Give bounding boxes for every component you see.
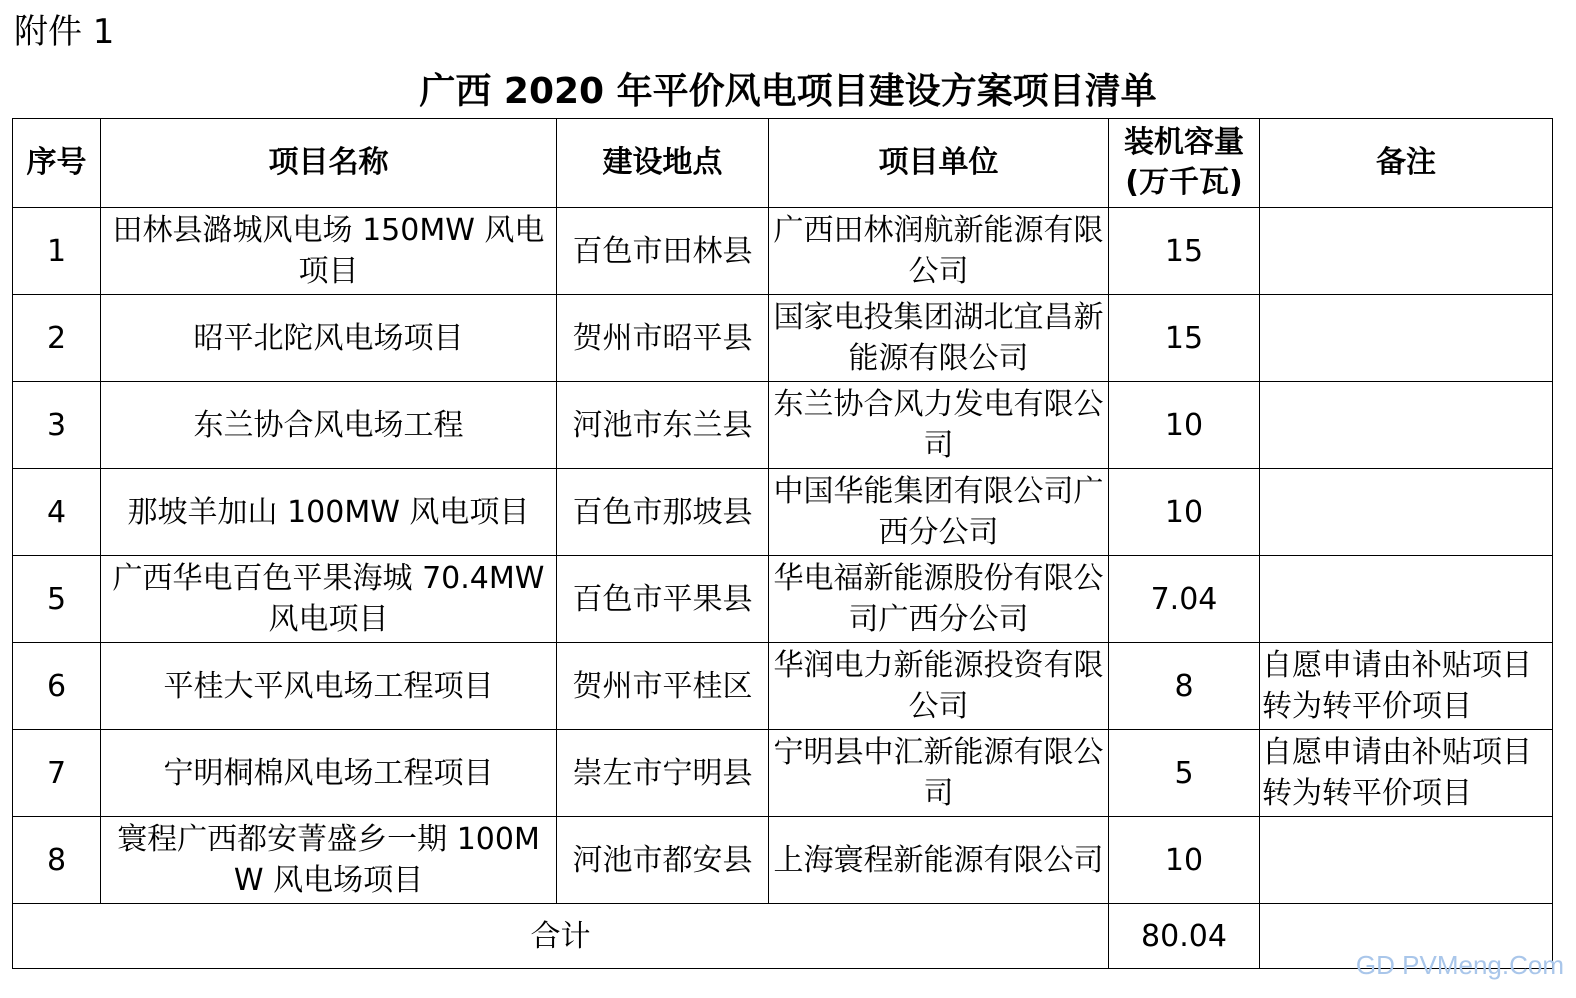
cell-no: 2 xyxy=(13,295,101,382)
cell-name: 寰程广西都安菁盛乡一期 100MW 风电场项目 xyxy=(101,817,557,904)
header-location: 建设地点 xyxy=(557,119,769,208)
cell-capacity: 8 xyxy=(1109,643,1260,730)
table-row xyxy=(13,382,1553,469)
table-row xyxy=(13,469,1553,556)
cell-note xyxy=(1260,469,1553,556)
table-row xyxy=(13,208,1553,295)
cell-no: 4 xyxy=(13,469,101,556)
cell-company: 华电福新能源股份有限公司广西分公司 xyxy=(769,556,1109,643)
attachment-label: 附件 1 xyxy=(14,12,115,52)
cell-no: 5 xyxy=(13,556,101,643)
table-row xyxy=(13,295,1553,382)
cell-capacity: 15 xyxy=(1109,208,1260,295)
cell-company: 东兰协合风力发电有限公司 xyxy=(769,382,1109,469)
cell-location: 百色市田林县 xyxy=(557,208,769,295)
cell-note: 自愿申请由补贴项目转为转平价项目 xyxy=(1260,643,1553,730)
total-label: 合计 xyxy=(13,904,1109,969)
cell-note xyxy=(1260,295,1553,382)
table-row xyxy=(13,730,1553,817)
cell-no: 1 xyxy=(13,208,101,295)
cell-capacity: 5 xyxy=(1109,730,1260,817)
cell-note xyxy=(1260,382,1553,469)
cell-location: 贺州市平桂区 xyxy=(557,643,769,730)
total-value: 80.04 xyxy=(1109,904,1260,969)
cell-name: 那坡羊加山 100MW 风电项目 xyxy=(101,469,557,556)
cell-company: 广西田林润航新能源有限公司 xyxy=(769,208,1109,295)
cell-no: 6 xyxy=(13,643,101,730)
cell-capacity: 10 xyxy=(1109,817,1260,904)
cell-note xyxy=(1260,208,1553,295)
header-capacity-line1: 装机容量 xyxy=(1124,125,1244,160)
cell-location: 百色市平果县 xyxy=(557,556,769,643)
cell-no: 7 xyxy=(13,730,101,817)
cell-name: 广西华电百色平果海城 70.4MW 风电项目 xyxy=(101,556,557,643)
cell-note xyxy=(1260,556,1553,643)
cell-no: 3 xyxy=(13,382,101,469)
cell-location: 贺州市昭平县 xyxy=(557,295,769,382)
document-title: 广西 2020 年平价风电项目建设方案项目清单 xyxy=(419,71,1157,112)
cell-capacity: 7.04 xyxy=(1109,556,1260,643)
cell-company: 华润电力新能源投资有限公司 xyxy=(769,643,1109,730)
cell-company: 中国华能集团有限公司广西分公司 xyxy=(769,469,1109,556)
header-company: 项目单位 xyxy=(769,119,1109,208)
header-name: 项目名称 xyxy=(101,119,557,208)
cell-company: 宁明县中汇新能源有限公司 xyxy=(769,730,1109,817)
cell-note xyxy=(1260,817,1553,904)
cell-location: 河池市都安县 xyxy=(557,817,769,904)
table-row xyxy=(13,817,1553,904)
watermark: GD PVMeng.Com xyxy=(1355,950,1564,980)
total-row xyxy=(13,904,1553,969)
table-header-row xyxy=(13,119,1553,208)
cell-location: 河池市东兰县 xyxy=(557,382,769,469)
cell-location: 百色市那坡县 xyxy=(557,469,769,556)
header-no: 序号 xyxy=(13,119,101,208)
header-capacity-line2: (万千瓦) xyxy=(1125,165,1243,200)
cell-company: 国家电投集团湖北宜昌新能源有限公司 xyxy=(769,295,1109,382)
cell-name: 田林县潞城风电场 150MW 风电项目 xyxy=(101,208,557,295)
cell-company: 上海寰程新能源有限公司 xyxy=(769,817,1109,904)
header-note: 备注 xyxy=(1260,119,1553,208)
cell-location: 崇左市宁明县 xyxy=(557,730,769,817)
cell-capacity: 10 xyxy=(1109,469,1260,556)
cell-name: 昭平北陀风电场项目 xyxy=(101,295,557,382)
cell-name: 平桂大平风电场工程项目 xyxy=(101,643,557,730)
header-capacity xyxy=(1109,119,1260,208)
cell-note: 自愿申请由补贴项目转为转平价项目 xyxy=(1260,730,1553,817)
cell-capacity: 15 xyxy=(1109,295,1260,382)
cell-name: 东兰协合风电场工程 xyxy=(101,382,557,469)
cell-name: 宁明桐棉风电场工程项目 xyxy=(101,730,557,817)
table-row xyxy=(13,643,1553,730)
cell-capacity: 10 xyxy=(1109,382,1260,469)
cell-no: 8 xyxy=(13,817,101,904)
table-row xyxy=(13,556,1553,643)
project-table xyxy=(12,118,1553,969)
